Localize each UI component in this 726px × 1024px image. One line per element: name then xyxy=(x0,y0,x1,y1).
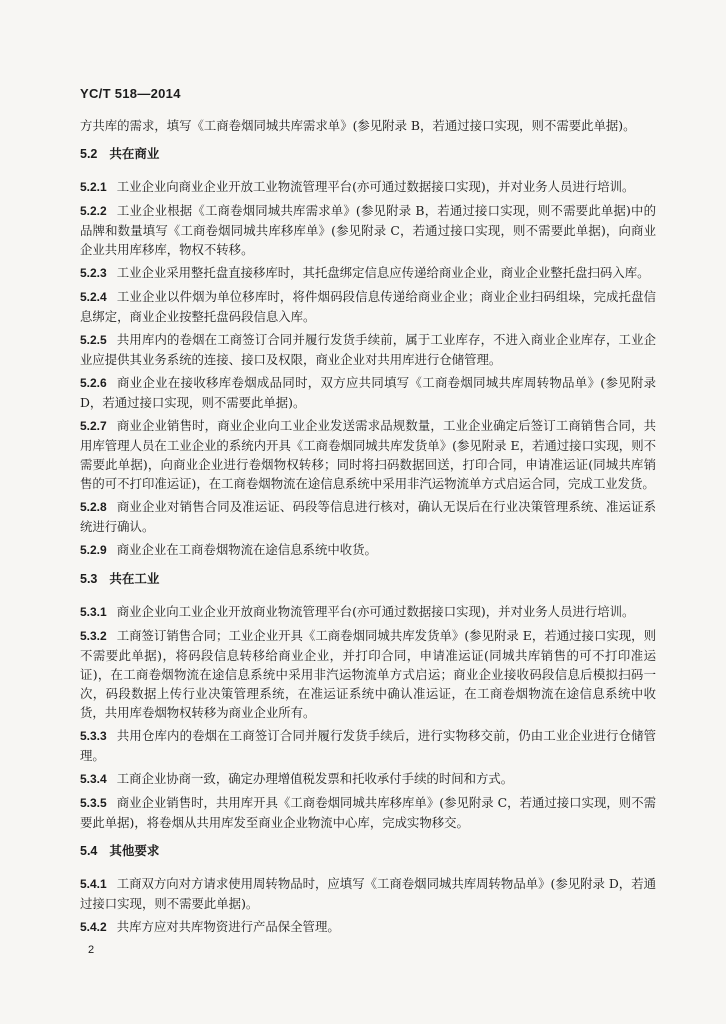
section-number: 5.3 xyxy=(80,572,98,586)
clause-text: 工商双方向对方请求使用周转物品时，应填写《工商卷烟同城共库周转物品单》(参见附录 D，若通过接口实现，则不需要此单据)。 xyxy=(80,876,656,911)
clause-number: 5.4.2 xyxy=(80,920,107,934)
clause-5-2-9 xyxy=(80,540,656,560)
clause-5-2-6 xyxy=(80,373,656,412)
clause-text: 商业企业向工业企业开放商业物流管理平台(亦可通过数据接口实现)，并对业务人员进行培训。 xyxy=(116,604,635,619)
clause-5-2-4 xyxy=(80,287,656,326)
clause-text: 商业企业在接收移库卷烟成品同时，双方应共同填写《工商卷烟同城共库周转物品单》(参见附录 D，若通过接口实现，则不需要此单据)。 xyxy=(80,375,656,410)
clause-text: 工业企业以件烟为单位移库时，将件烟码段信息传递给商业企业；商业企业扫码组垛，完成托盘信息绑定，商业企业按整托盘码段信息入库。 xyxy=(80,289,656,324)
clause-number: 5.4.1 xyxy=(80,877,107,891)
clause-5-3-3 xyxy=(80,726,656,765)
document-code: YC/T 518—2014 xyxy=(80,86,181,101)
clause-text: 共用仓库内的卷烟在工商签订合同并履行发货手续后，进行实物移交前，仍由工业企业进行仓储管理。 xyxy=(80,728,656,763)
section-number: 5.4 xyxy=(80,844,98,858)
page-number: 2 xyxy=(88,944,95,956)
clause-number: 5.2.8 xyxy=(80,500,107,514)
clause-text: 共用库内的卷烟在工商签订合同并履行发货手续前，属于工业库存，不进入商业企业库存，工业企业应提供其业务系统的连接、接口及权限，商业企业对共用库进行仓储管理。 xyxy=(80,332,656,367)
intro-paragraph: 方共库的需求，填写《工商卷烟同城共库需求单》(参见附录 B，若通过接口实现，则不需要此单据)。 xyxy=(80,118,636,133)
clause-text: 商业企业销售时，商业企业向工业企业发送需求品规数量，工业企业确定后签订工商销售合同，共用库管理人员在工业企业的系统内开具《工商卷烟同城共库发货单》(参见附录 E，若通过接口实现，则不需要此单据)，向商业企业进行卷烟物权转移；同时将扫码数据回送，打印合同，申请准运证(同城共库销售的可不打印准运证)，在工商卷烟物流在途信息系统中采用非汽运物流单方式启运合同，完成工业发货。 xyxy=(80,418,656,491)
clause-5-4-1 xyxy=(80,874,656,913)
clause-5-3-2 xyxy=(80,626,656,722)
section-heading-5-3 xyxy=(80,570,656,588)
document-body xyxy=(80,116,656,941)
section-title: 共在工业 xyxy=(109,571,160,586)
clause-number: 5.3.3 xyxy=(80,729,107,743)
clause-5-2-1 xyxy=(80,177,656,197)
section-heading-5-4 xyxy=(80,842,656,860)
clause-number: 5.2.1 xyxy=(80,180,107,194)
clause-number: 5.3.1 xyxy=(80,605,107,619)
clause-number: 5.2.9 xyxy=(80,543,107,557)
clause-number: 5.2.4 xyxy=(80,290,107,304)
clause-text: 商业企业销售时，共用库开具《工商卷烟同城共库移库单》(参见附录 C，若通过接口实现，则不需要此单据)，将卷烟从共用库发至商业企业物流中心库，完成实物移交。 xyxy=(80,795,656,830)
clause-5-2-8 xyxy=(80,497,656,536)
clause-number: 5.2.2 xyxy=(80,204,107,218)
clause-number: 5.3.5 xyxy=(80,796,107,810)
clause-text: 共库方应对共库物资进行产品保全管理。 xyxy=(116,919,340,934)
clause-5-2-5 xyxy=(80,330,656,369)
section-title: 共在商业 xyxy=(109,146,160,161)
clause-text: 工业企业向商业企业开放工业物流管理平台(亦可通过数据接口实现)，并对业务人员进行培训。 xyxy=(116,179,635,194)
section-title: 其他要求 xyxy=(109,843,160,858)
clause-number: 5.3.4 xyxy=(80,772,107,786)
clause-number: 5.2.7 xyxy=(80,419,107,433)
clause-text: 工商企业协商一致，确定办理增值税发票和托收承付手续的时间和方式。 xyxy=(116,771,514,786)
clause-number: 5.2.6 xyxy=(80,376,107,390)
clause-number: 5.2.3 xyxy=(80,266,107,280)
clause-text: 工业企业根据《工商卷烟同城共库需求单》(参见附录 B，若通过接口实现，则不需要此单据)中的品牌和数量填写《工商卷烟同城共库移库单》(参见附录 C，若通过接口实现，则不需要此单据)，向商业企业共用库移库，物权不转移。 xyxy=(80,203,656,257)
clause-text: 商业企业对销售合同及准运证、码段等信息进行核对，确认无误后在行业决策管理系统、准运证系统进行确认。 xyxy=(80,499,656,534)
clause-5-2-7 xyxy=(80,416,656,493)
clause-5-3-1 xyxy=(80,602,656,622)
clause-5-2-2 xyxy=(80,201,656,259)
clause-text: 工业企业采用整托盘直接移库时，其托盘绑定信息应传递给商业企业，商业企业整托盘扫码入库。 xyxy=(116,265,650,280)
clause-text: 工商签订销售合同；工业企业开具《工商卷烟同城共库发货单》(参见附录 E，若通过接口实现，则不需要此单据)，将码段信息转移给商业企业，并打印合同，申请准运证(同城共库销售的可不打印准运证)，在工商卷烟物流在途信息系统中采用非汽运物流单方式启运；商业企业接收码段信息后模拟扫码一次，码段数据上传行业决策管理系统，在准运证系统中确认准运证，在工商卷烟物流在途信息系统中收货，共用库卷烟物权转移为商业企业所有。 xyxy=(80,628,656,720)
clause-5-2-3 xyxy=(80,263,656,283)
clause-text: 商业企业在工商卷烟物流在途信息系统中收货。 xyxy=(116,542,377,557)
section-number: 5.2 xyxy=(80,147,98,161)
clause-number: 5.3.2 xyxy=(80,629,107,643)
clause-5-3-4 xyxy=(80,769,656,789)
clause-5-3-5 xyxy=(80,793,656,832)
clause-number: 5.2.5 xyxy=(80,333,107,347)
clause-5-4-2 xyxy=(80,917,656,937)
section-heading-5-2 xyxy=(80,145,656,163)
